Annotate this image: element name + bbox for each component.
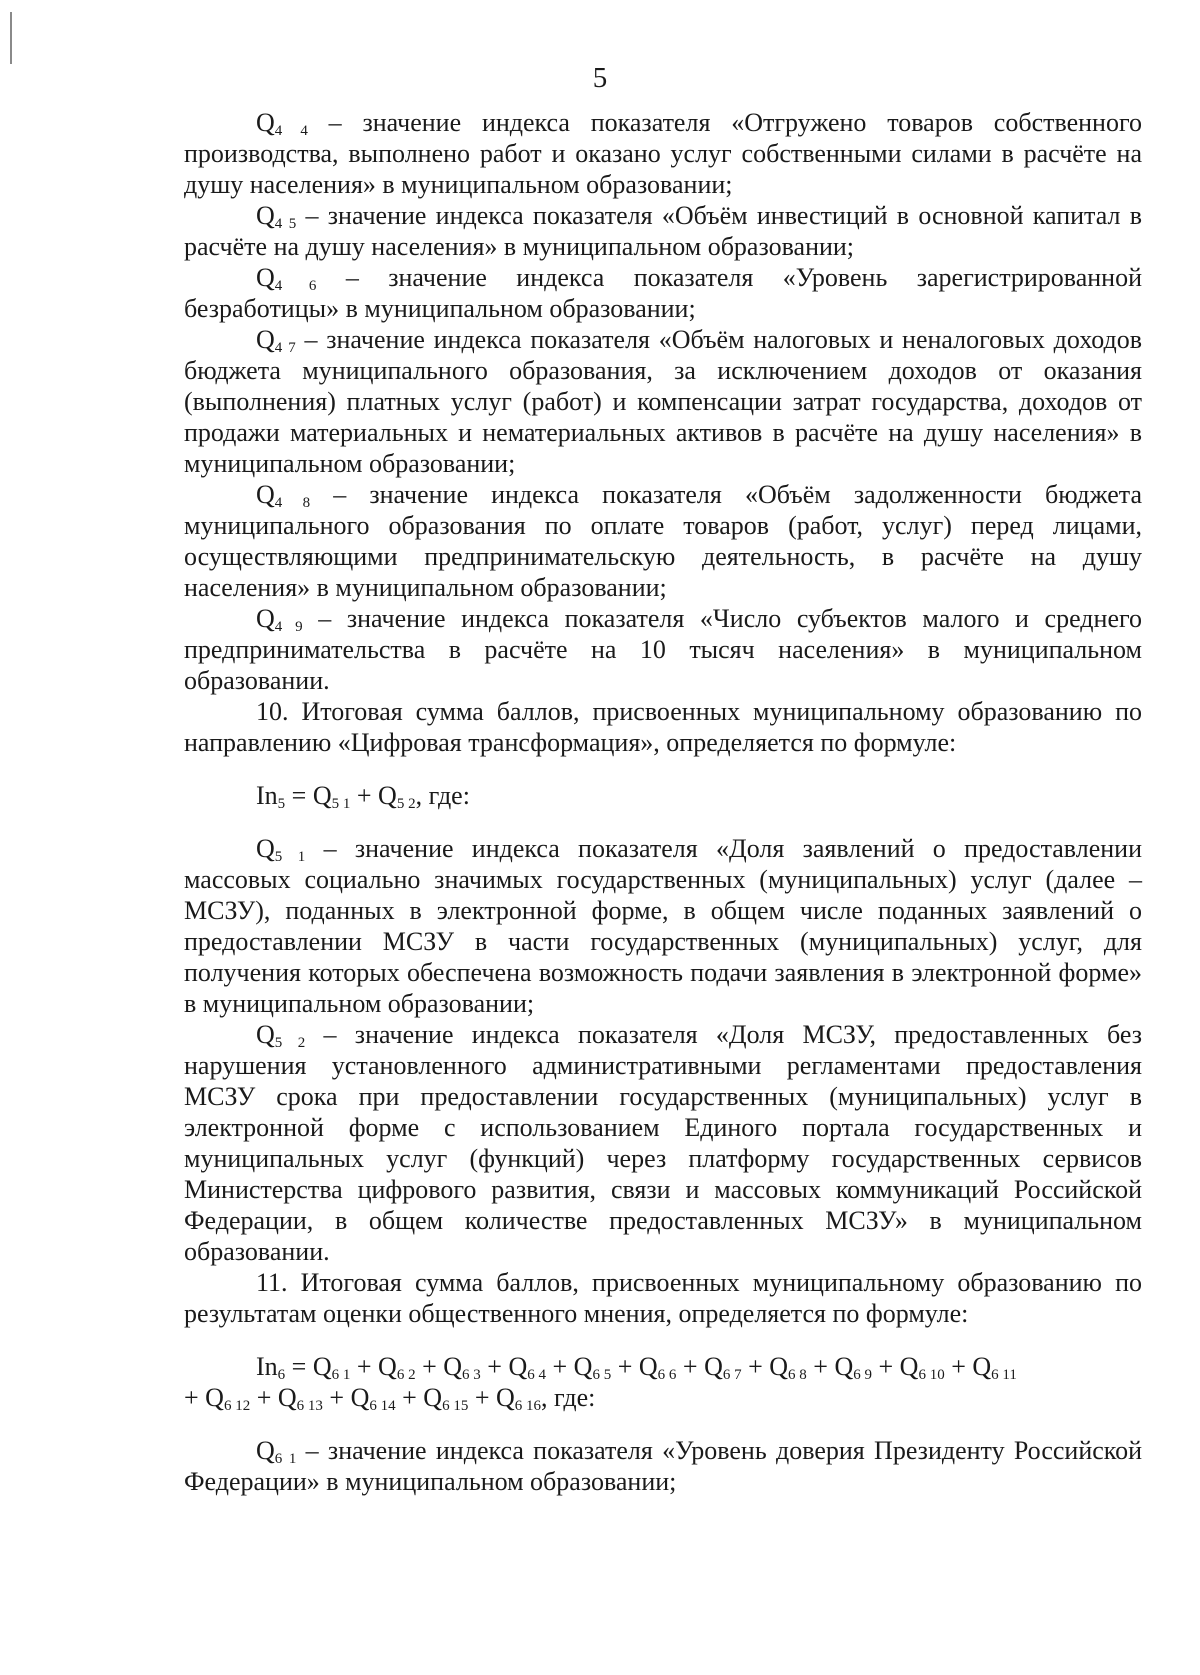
formula-term-q6-1: $Q_{6 1}$ [312,1352,351,1383]
document-body [184,107,1142,1497]
section-11-paragraph: 11. Итоговая сумма баллов, присвоенных муниципальному образованию по результатам оценки общественного мнения, определяется по формуле: [184,1268,1142,1328]
symbol: $Q_{5 1}$ [256,834,306,865]
formula-term-q6-2: $Q_{6 2}$ [378,1352,416,1383]
definition-q61: $Q_{6 1}$ – значение индекса показателя «Уровень доверия Президенту Российской Федерации» в муниципальном образовании; [184,1436,1142,1496]
definition-q52: $Q_{5 2}$ – значение индекса показателя «Доля МСЗУ, предоставленных без нарушения установленного административными регламентами предоставления МСЗУ срока при предоставлении государственных (муниципальных) услуг в электронной форме с использованием Единого портала государственных и муниципальных услуг (функций) через платформу государственных сервисов Министерства цифрового развития, связи и массовых коммуникаций Российской Федерации, в общем количестве предоставленных МСЗУ» в муниципальном образовании. [184,1020,1143,1266]
page-number: 5 [592,62,608,94]
formula-in6-line2: + $Q_{6 12} + Q_{6 13} + Q_{6 14} + Q_{6 15} + Q_{6 16}$, где: [184,1383,596,1414]
formula-term-q6-9: $Q_{6 9}$ [834,1352,872,1383]
formula-term-q6-16: $Q_{6 16}$ [495,1383,542,1414]
definition-q44: $Q_{4 4}$ – значение индекса показателя «Отгружено товаров собственного производства, выполнено работ и оказано услуг собственными силами в расчёте на душу населения» в муниципальном образовании; [184,108,1142,199]
definition-q51: $Q_{5 1}$ – значение индекса показателя «Доля заявлений о предоставлении массовых социально значимых государственных (муниципальных) услуг (далее – МСЗУ), поданных в электронной форме, в общем числе поданных заявлений о предоставлении МСЗУ в части государственных (муниципальных) услуг, для получения которых обеспечена возможность подачи заявления в электронной форме» в муниципальном образовании; [184,834,1143,1018]
symbol: $Q_{4 4}$ [256,108,308,139]
symbol: $Q_{5 2}$ [256,1020,306,1051]
formula-term-q6-13: $Q_{6 13}$ [277,1383,323,1414]
formula-term-q6-3: $Q_{6 3}$ [443,1352,481,1383]
symbol: $Q_{4 7}$ [256,325,296,356]
formula-in5: $In_5 = Q_{5 1} + Q_{5 2}$, где: [256,781,470,812]
symbol: $Q_{6 1}$ [256,1436,297,1467]
definition-q48: $Q_{4 8}$ – значение индекса показателя «Объём задолженности бюджета муниципального образования по оплате товаров (работ, услуг) перед лицами, осуществляющими предпринимательскую деятельность, в расчёте на душу населения» в муниципальном образовании; [184,480,1142,602]
formula-term-q6-10: $Q_{6 10}$ [899,1352,945,1383]
formula-term-q6-7: $Q_{6 7}$ [704,1352,742,1383]
section-10-paragraph: 10. Итоговая сумма баллов, присвоенных муниципальному образованию по направлению «Цифровая трансформация», определяется по формуле: [184,697,1142,757]
definition-q47: $Q_{4 7}$ – значение индекса показателя «Объём налоговых и неналоговых доходов бюджета муниципального образования, за исключением доходов от оказания (выполнения) платных услуг (работ) и компенсации затрат государства, доходов от продажи материальных и нематериальных активов в расчёте на душу населения» в муниципальном образовании; [184,325,1142,478]
formula-in6-line1: $In_6 = Q_{6 1} + Q_{6 2} + Q_{6 3} + Q_{6 4} + Q_{6 5} + Q_{6 6} + Q_{6 7} + Q_{6 8} + Q_{6 9} + Q_{6 10} + Q_{6 11}$ [256,1352,1017,1383]
symbol: $Q_{4 6}$ [256,263,317,294]
formula-term-q6-4: $Q_{6 4}$ [508,1352,546,1383]
formula-term-q6-12: $Q_{6 12}$ [205,1383,251,1414]
symbol: $Q_{4 9}$ [256,604,303,635]
formula-term-q6-5: $Q_{6 5}$ [573,1352,612,1383]
formula-term-q6-8: $Q_{6 8}$ [769,1352,807,1383]
formula-term-q6-11: $Q_{6 11}$ [972,1352,1017,1383]
formula-term-q6-14: $Q_{6 14}$ [350,1383,396,1414]
definition-q46: $Q_{4 6}$ – значение индекса показателя «Уровень зарегистрированной безработицы» в муниципальном образовании; [184,263,1142,323]
formula-in6 [184,1351,1142,1413]
definition-q49: $Q_{4 9}$ – значение индекса показателя «Число субъектов малого и среднего предпринимательства в расчёте на 10 тысяч населения» в муниципальном образовании. [184,604,1142,695]
symbol: $Q_{4 8}$ [256,480,311,511]
formula-term-q6-6: $Q_{6 6}$ [638,1352,677,1383]
symbol: $Q_{4 5}$ [256,201,297,232]
formula-term-q6-15: $Q_{6 15}$ [423,1383,469,1414]
scan-edge-mark [10,12,12,64]
definition-q45: $Q_{4 5}$ – значение индекса показателя «Объём инвестиций в основной капитал в расчёте на душу населения» в муниципальном образовании; [184,201,1142,261]
